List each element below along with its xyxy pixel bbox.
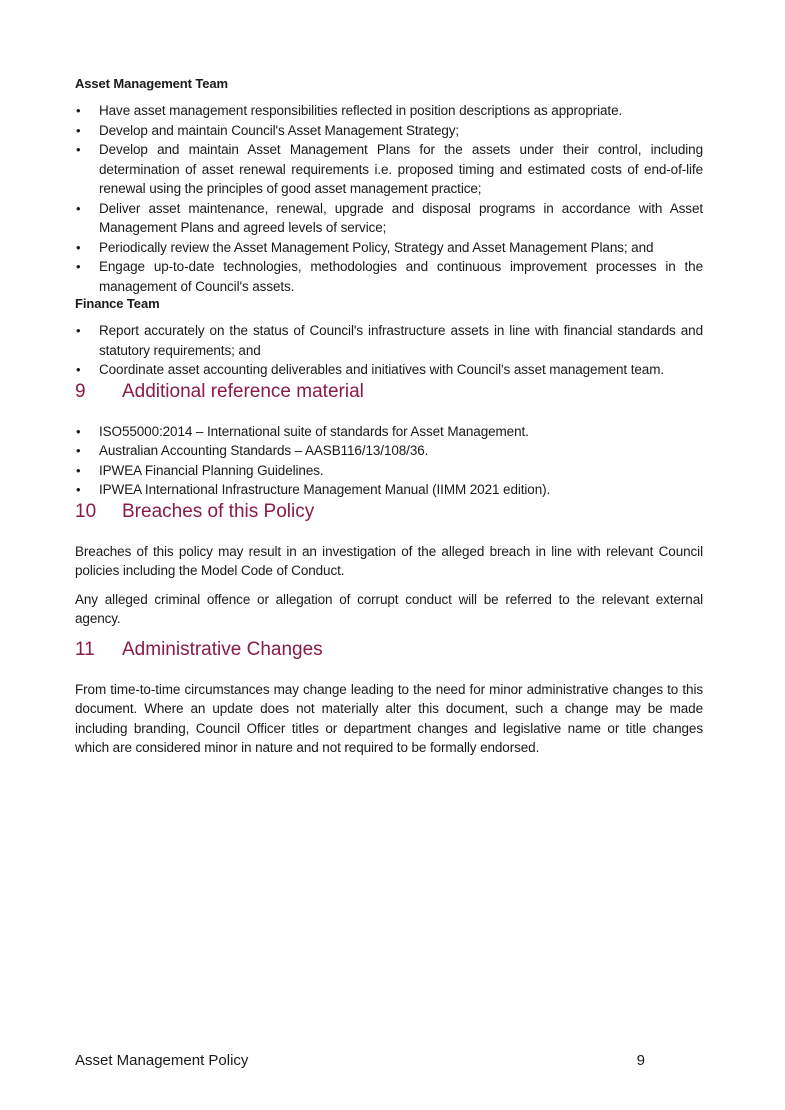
asset-team-heading: Asset Management Team [75, 76, 228, 91]
list-item: • Deliver asset maintenance, renewal, upgrade and disposal programs in accordance with Asset Management Plans and agreed levels of service; [75, 199, 703, 238]
section-10-heading [75, 500, 703, 524]
section-number: 11 [75, 638, 95, 660]
page-footer [75, 1052, 645, 1069]
list-item: • Engage up-to-date technologies, methodologies and continuous improvement processes in the management of Council's assets. [75, 257, 703, 296]
list-item: • Develop and maintain Council's Asset Management Strategy; [75, 121, 703, 141]
section-title: Breaches of this Policy [122, 500, 315, 522]
section-number: 10 [75, 500, 97, 522]
finance-team-heading: Finance Team [75, 296, 160, 311]
section-number: 9 [75, 380, 86, 402]
list-item: • ISO55000:2014 – International suite of standards for Asset Management. [75, 422, 703, 442]
footer-doc-title: Asset Management Policy [75, 1052, 249, 1069]
list-item: • Coordinate asset accounting deliverables and initiatives with Council's asset management team. [75, 360, 703, 380]
page-number: 9 [636, 1052, 645, 1069]
reference-list [75, 422, 703, 500]
list-item: • Develop and maintain Asset Management Plans for the assets under their control, including determination of asset renewal requirements i.e. proposed timing and estimated costs of end-of-life renewal using the principles of good asset management practice; [75, 140, 703, 199]
document-body [75, 76, 703, 767]
list-item: • Australian Accounting Standards – AASB116/13/108/36. [75, 441, 703, 461]
list-item: • IPWEA International Infrastructure Management Manual (IIMM 2021 edition). [75, 480, 703, 500]
section-9-heading [75, 380, 703, 404]
list-item: • Report accurately on the status of Council's infrastructure assets in line with financial standards and statutory requirements; and [75, 321, 703, 360]
list-item: • IPWEA Financial Planning Guidelines. [75, 461, 703, 481]
paragraph: Any alleged criminal offence or allegation of corrupt conduct will be referred to the relevant external agency. [75, 591, 703, 626]
finance-team-list [75, 321, 703, 380]
section-title: Additional reference material [122, 380, 364, 402]
paragraph: Breaches of this policy may result in an investigation of the alleged breach in line with relevant Council policies including the Model Code of Conduct. [75, 543, 703, 578]
section-11-heading [75, 638, 703, 662]
list-item: • Periodically review the Asset Management Policy, Strategy and Asset Management Plans; and [75, 238, 703, 258]
list-item: • Have asset management responsibilities reflected in position descriptions as appropriate. [75, 101, 703, 121]
paragraph: From time-to-time circumstances may change leading to the need for minor administrative changes to this document. Where an update does not materially alter this document, such a change may be made including branding, Council Officer titles or department changes and legislative name or title changes which are considered minor in nature and not required to be formally endorsed. [75, 681, 703, 755]
section-title: Administrative Changes [122, 638, 323, 660]
asset-team-list [75, 101, 703, 296]
